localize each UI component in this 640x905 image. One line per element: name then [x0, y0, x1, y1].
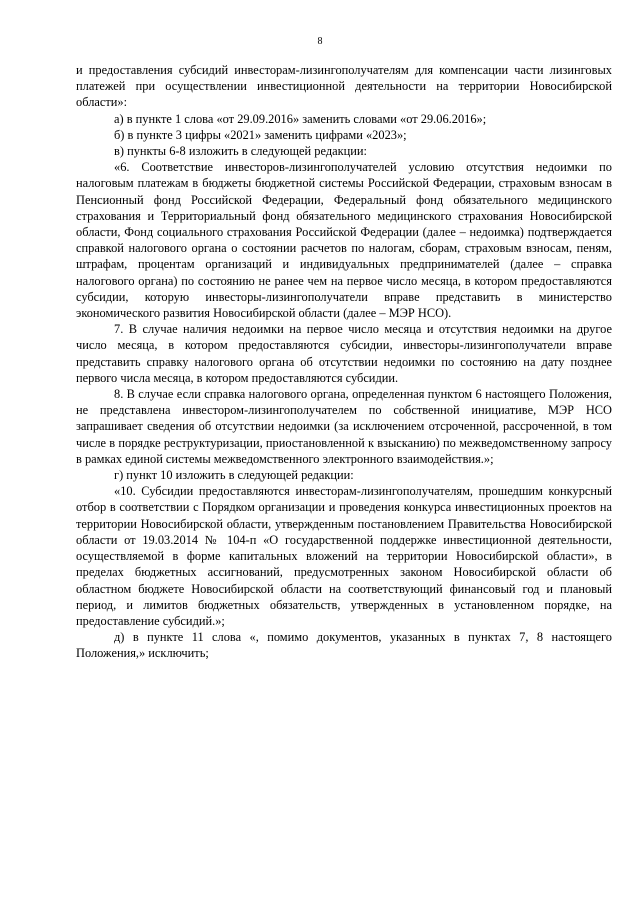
paragraph-intro-continuation: и предоставления субсидий инвесторам-лизингополучателям для компенсации части лизинговых платежей при осуществлении инвестиционной деятельности на территории Новосибирской области»:	[76, 63, 612, 110]
paragraph-amendment-a: а) в пункте 1 слова «от 29.09.2016» заменить словами «от 29.06.2016»;	[114, 111, 487, 126]
paragraph-amendment-g: г) пункт 10 изложить в следующей редакции:	[114, 468, 354, 483]
paragraph-clause-6: «6. Соответствие инвесторов-лизингополучателей условию отсутствия недоимки по налоговым платежам в бюджеты бюджетной системы Российской Федерации, страховым взносам в Пенсионный фонд Российской Федерации, Федеральный фонд обязательного медицинского страхования и Территориальный фонд обязательного медицинского страхования Новосибирской области, Фонд социального страхования Российской Федерации (далее – недоимка) подтверждается справкой налогового органа о состоянии расчетов по налогам, сборам, страховым взносам, пеням, штрафам, процентам организаций и индивидуальных предпринимателей (далее – справка налогового органа) по состоянию не ранее чем на первое число месяца, в котором предоставляются субсидии, которую инвесторы-лизингополучатели вправе представить в министерство экономического развития Новосибирской области (далее – МЭР НСО).	[76, 160, 612, 321]
paragraph-amendment-d: д) в пункте 11 слова «, помимо документов, указанных в пунктах 7, 8 настоящего Положения,» исключить;	[76, 630, 612, 661]
paragraph-amendment-b: б) в пункте 3 цифры «2021» заменить цифрами «2023»;	[114, 127, 407, 142]
page-number: 8	[317, 36, 323, 47]
paragraph-amendment-v: в) пункты 6-8 изложить в следующей редакции:	[114, 144, 367, 159]
paragraph-clause-8: 8. В случае если справка налогового органа, определенная пунктом 6 настоящего Положения, не представлена инвестором-лизингополучателем по собственной инициативе, МЭР НСО запрашивает сведения об отсутствии недоимки (за исключением отсроченной, рассроченной, в том числе в порядке реструктуризации, приостановленной к взысканию) по межведомственному запросу в рамках единой системы межведомственного электронного взаимодействия.»;	[76, 387, 612, 466]
paragraph-clause-10: «10. Субсидии предоставляются инвесторам-лизингополучателям, прошедшим конкурсный отбор в соответствии с Порядком организации и проведения конкурса инвестиционных проектов на территории Новосибирской области, утвержденным постановлением Правительства Новосибирской области от 19.03.2014 № 104-п «О государственной поддержке инвестиционной деятельности, осуществляемой в форме капитальных вложений на территории Новосибирской области», в пределах бюджетных ассигнований, предусмотренных законом Новосибирской области об областном бюджете Новосибирской области на соответствующий финансовый год и плановый период, и лимитов бюджетных обязательств, утвержденных в установленном порядке, на предоставление субсидий.»;	[76, 484, 612, 628]
document-body	[76, 62, 612, 662]
paragraph-clause-7: 7. В случае наличия недоимки на первое число месяца и отсутствия недоимки на другое число месяца, в котором предоставляются субсидии, инвесторы-лизингополучатели вправе представить справку налогового органа об отсутствии недоимки по состоянию на дату позднее первого числа месяца, в котором предоставляются субсидии.	[76, 322, 612, 385]
